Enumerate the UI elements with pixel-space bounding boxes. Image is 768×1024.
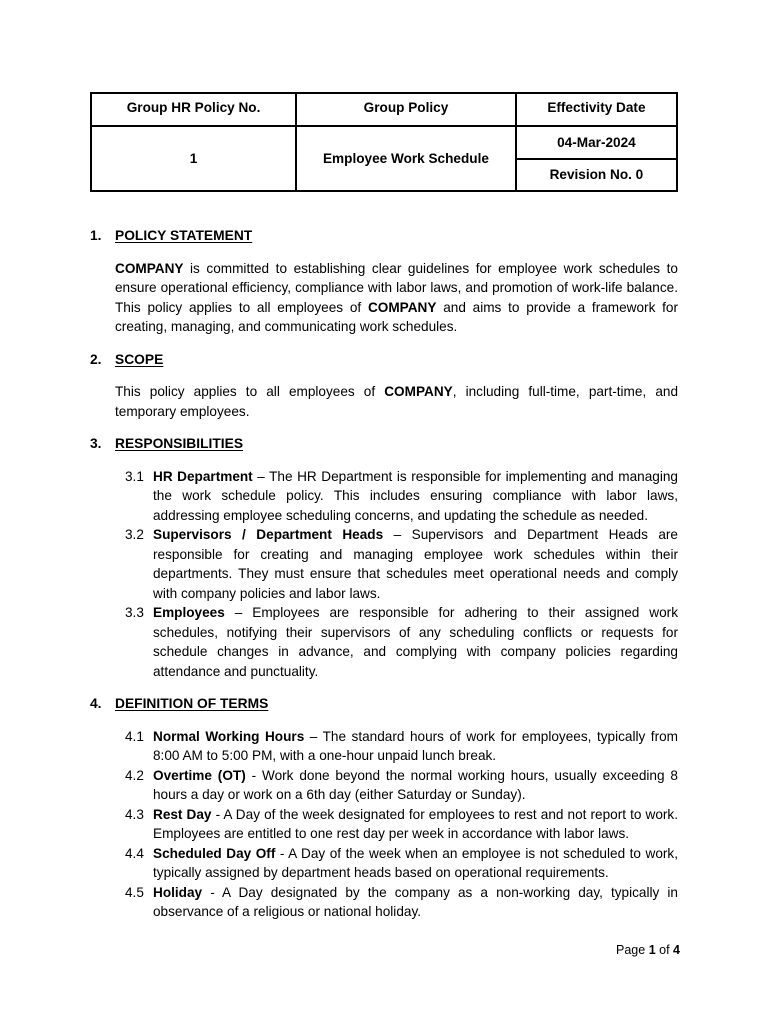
section-paragraph: COMPANY is committed to establishing clear guidelines for employee work schedules to ensure operational efficiency, compliance with labor laws, and promotion of work-life balance. This policy applies to all employees of COMPANY and aims to provide a framework for creating, managing, and communicating work schedules. [115, 260, 678, 334]
section-heading [90, 350, 678, 370]
section-title: RESPONSIBILITIES [115, 436, 244, 451]
item-number: 4.3 [125, 806, 144, 822]
section [90, 350, 678, 422]
list-item [125, 467, 678, 526]
footer-page-of: of [659, 943, 670, 957]
item-text: Rest Day - A Day of the week designated for employees to rest and not report to work. Employees are entitled to one rest day per week in accordance with labor laws. [153, 806, 678, 841]
col-header-effectivity-date: Effectivity Date [516, 93, 677, 126]
list-item [125, 603, 678, 681]
list-item [125, 727, 678, 766]
item-number: 4.5 [125, 884, 144, 900]
section-title: POLICY STATEMENT [115, 228, 253, 243]
section-items [125, 467, 678, 682]
item-text: Holiday - A Day designated by the company as a non-working day, typically in observance of a religious or national holiday. [153, 884, 678, 919]
policy-title-cell: Employee Work Schedule [296, 126, 516, 191]
section-heading [90, 694, 678, 714]
section-paragraph: This policy applies to all employees of COMPANY, including full-time, part-time, and temporary employees. [115, 384, 679, 419]
section [90, 226, 678, 337]
item-number: 4.2 [125, 767, 144, 783]
effectivity-date-value: 04-Mar-2024 [517, 127, 676, 160]
item-number: 3.1 [125, 468, 144, 484]
item-text: Overtime (OT) - Work done beyond the normal working hours, usually exceeding 8 hours a day or work on a 6th day (either Saturday or Sunday). [153, 767, 678, 802]
page-footer [616, 943, 680, 958]
list-item [125, 766, 678, 805]
item-text: Employees – Employees are responsible for adhering to their assigned work schedules, notifying their supervisors of any scheduling conflicts or requests for schedule changes in advance, and complying with company policies regarding attendance and punctuality. [153, 605, 678, 679]
policy-number-cell: 1 [91, 126, 296, 191]
revision-number: Revision No. 0 [549, 167, 644, 182]
item-number: 3.2 [125, 527, 144, 542]
table-header-row [91, 93, 677, 126]
table-body-row [91, 126, 677, 191]
footer-page-current: 1 [648, 943, 656, 957]
item-number: 4.4 [125, 845, 144, 861]
footer-page-total: 4 [673, 943, 680, 957]
list-item [125, 883, 678, 922]
list-item [125, 525, 678, 603]
item-number: 3.3 [125, 605, 144, 620]
item-text: Scheduled Day Off - A Day of the week when an employee is not scheduled to work, typically assigned by department heads based on operational requirements. [153, 845, 678, 880]
list-item [125, 805, 678, 844]
policy-header-table [90, 92, 678, 192]
section-number: 2. [90, 351, 102, 367]
section [90, 694, 678, 922]
list-item [125, 844, 678, 883]
effectivity-cell [516, 126, 677, 191]
section-number: 4. [90, 696, 102, 711]
section-heading [90, 226, 678, 246]
section [90, 434, 678, 681]
policy-sections [90, 226, 678, 922]
section-number: 3. [90, 436, 102, 451]
section-heading [90, 434, 678, 454]
section-title: DEFINITION OF TERMS [115, 696, 269, 711]
col-header-group-policy: Group Policy [296, 93, 516, 126]
item-text: Supervisors / Department Heads – Supervisors and Department Heads are responsible for creating and managing employee work schedules within their departments. They must ensure that schedules meet operational needs and comply with company policies and labor laws. [153, 527, 678, 601]
item-text: Normal Working Hours – The standard hours of work for employees, typically from 8:00 AM to 5:00 PM, with a one-hour unpaid lunch break. [153, 728, 678, 763]
item-text: HR Department – The HR Department is responsible for implementing and managing the work schedule policy. This includes ensuring compliance with labor laws, addressing employee scheduling concerns, and updating the schedule as needed. [153, 468, 678, 523]
footer-page-label: Page [616, 943, 646, 957]
section-number: 1. [90, 228, 102, 243]
section-title: SCOPE [115, 351, 164, 367]
item-number: 4.1 [125, 728, 144, 744]
section-items [125, 727, 678, 922]
col-header-policy-no: Group HR Policy No. [91, 93, 296, 126]
